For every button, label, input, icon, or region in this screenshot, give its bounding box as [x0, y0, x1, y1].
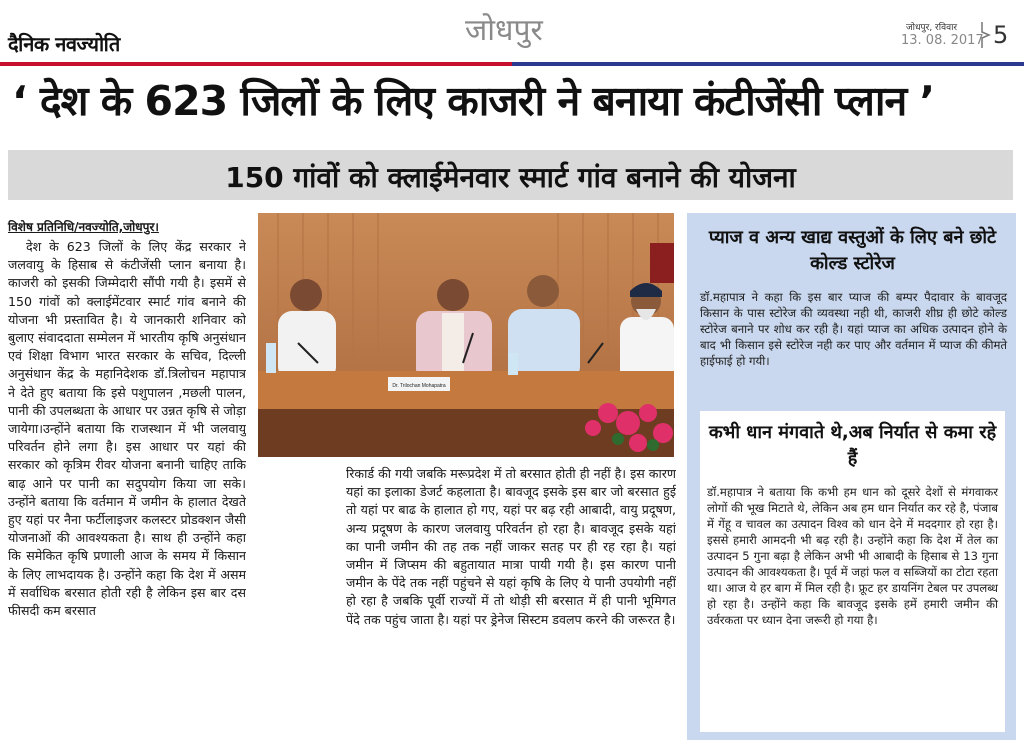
article-column-2: [346, 465, 676, 743]
page-separator-chevron-icon: [981, 22, 991, 48]
article-column-1: [8, 238, 246, 738]
subheadline: 150 गांवों को क्लाईमेनवार स्मार्ट गांव बनाने की योजना: [225, 161, 796, 194]
press-conference-photo: [258, 213, 674, 457]
nameplate-text: Dr. Trilochan Mohapatra: [392, 383, 446, 389]
sidebar-paragraph-1: डॉ.महापात्र ने कहा कि इस बार प्याज की बम्पर पैदावार के बावजूद किसान के पास स्टोरेज की व्यवस्था नही थी, काजरी शीघ्र ही छोटे कोल्ड स्टोरेज बनाने पर शोध कर रही है। यहां प्याज का अधिक उत्पादन होने के बाद भी किसान इसे स्टोरेज नही कर पाए और वर्तमान में प्याज की कीमते हाईफाई हो गयी।: [700, 290, 1007, 368]
sidebar-text-paddy-export: [707, 484, 998, 628]
sidebar-heading-cold-storage: प्याज व अन्य खाद्य वस्तुओं के लिए बने छोटे कोल्ड स्टोरेज: [708, 227, 997, 274]
main-headline: ‘ देश के 623 जिलों के लिए काजरी ने बनाया कंटीजेंसी प्लान ’: [12, 77, 935, 125]
masthead-rule-blue: [512, 62, 1024, 66]
issue-date: 13. 08. 2017: [901, 33, 984, 48]
city-edition-label: जोधपुर: [465, 13, 543, 48]
sidebar-heading-paddy-export: कभी धान मंगवाते थे,अब निर्यात से कमा रहे हैं: [708, 422, 997, 469]
dateline-place: जोधपुर, रविवार: [906, 23, 958, 33]
sidebar-paragraph-2: डॉ.महापात्र ने बताया कि कभी हम धान को दूसरे देशों से मंगवाकर लोगों की भूख मिटाते थे, लेकिन अब हम धान निर्यात कर रहे है, पंजाब में गेंहू व चावल का उत्पादन विश्व को धान देने में मददगार हो रहा है। इससे हमारी आमदनी भी बढ़ रही है। उन्होंने कहा कि देश में तेल का उत्पादन 5 गुना बढ़ा है लेकिन अभी भी आबादी के हिसाब से 13 गुना उत्पादन की आवश्यकता है। पूर्व में जहां फल व सब्जियों का टोटा रहता था। आज ये हर बाग में मिल रही है। फ्रूट हर डायनिंग टेबल पर उपलब्ध हो रहा है। उन्होंने कहा कि बावजूद इसके हमें हमारी जमीन की उर्वरकता पर ध्यान देना जरूरी हो गया है।: [707, 485, 998, 627]
newspaper-brand: दैनिक नवज्योति: [8, 32, 120, 56]
byline: विशेष प्रतिनिधि/नवज्योति,जोधपुर।: [8, 220, 159, 234]
article-paragraph-2: रिकार्ड की गयी जबकि मरूप्रदेश में तो बरसात होती ही नहीं है। इस कारण यहां का इलाका डेजर्ट कहलाता है। बावजूद इसके इस बार जो बरसात हुई तो यहां पर बाढ के हालात हो गए, यहां पर बढ़ रही आबादी, वायु प्रदूषण, अन्य प्रदूषण के कारण जलवायु परिवर्तन हो रहा है। बावजूद इसके यहां का पानी जमीन की तह तक नहीं जाकर सतह पर ही रह रहा है। यहां जमीन में जिप्सम की बहुतायात मात्रा पायी गयी है। इस कारण पानी जमीन के पेंदे तक नहीं पहुंचने से यहां कृषि के लिए ये पानी उपयोगी नहीं हो रहा है जबकि पूर्वी राज्यों में तो थोड़ी सी बरसात में ही पानी भूमिगत पेंदे तक पहुंच जाता है। यहां पर ड्रेनेज सिस्टम डवलप करने की जरूरत है।: [346, 466, 676, 627]
page-number: 5: [993, 21, 1009, 49]
sidebar-text-cold-storage: [700, 289, 1007, 369]
article-paragraph-1: देश के 623 जिलों के लिए केंद्र सरकार ने जलवायु के हिसाब से कंटीजेंसी प्लान बनाया है। काजरी को इसकी जिम्मेदारी सौंपी गयी है। इसमें से 150 गांवों को क्लाईमेंटवार स्मार्ट गांव बनाने की योजना भी प्रस्तावित है। ये जानकारी शनिवार को बुलाए संवाददाता सम्मेलन में भारतीय कृषि अनुसंधान एवं शिक्षा विभाग भारत सरकार के सचिव, दिल्ली अनुसंधान केंद्र के महानिदेशक डॉ.त्रिलोचन महापात्र ने देते हुए बताया कि इसे पशुपालन ,मछली पालन, पानी की उपलब्धता के आधार पर उन्नत कृषि से जोड़ा जायेगा।उन्होंने बताया कि राजस्थान में भी जलवायु परिवर्तन होने लगा है। इस आधार पर यहां की सरकार को कृत्रिम रीवर योजना बनानी चाहिए ताकि बाढ़ आने पर पानी का सदुपयोग किया जा सके। उन्होंने बताया कि वर्तमान में जमीन के हालात देखते हुए यहां पर नैना फर्टीलाइजर कलस्टर प्रोडक्शन जैसी योजनाओं की आवश्यकता है। साथ ही उन्होंने कहा कि समेकित कृषि प्रणाली आज के समय में किसान के लिए लाभदायक है। उन्होंने कहा कि देश में असम में सर्वाधिक बरसात होती रही है लेकिन इस बार दस फीसदी कम बरसात: [8, 239, 246, 619]
